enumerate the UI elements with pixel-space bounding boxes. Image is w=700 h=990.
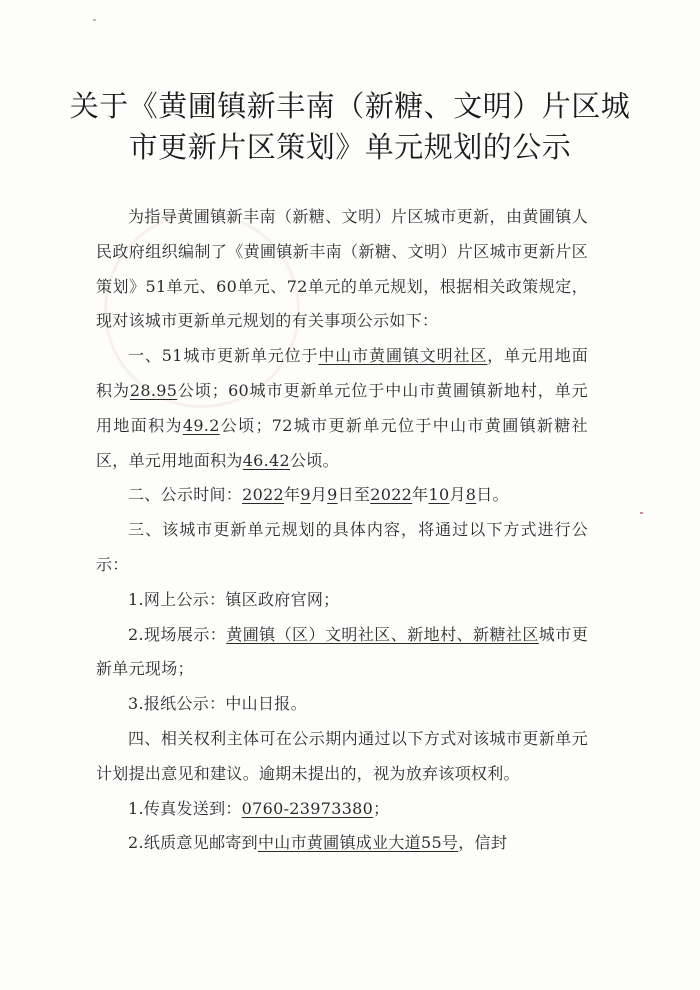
section-4-item-2 [96, 826, 588, 861]
s4-item-2-label: 2.纸质意见邮寄到 [128, 833, 258, 853]
s1-text-c: 公顷；60城市更新单元位于中山市黄圃镇新地村，单元用地面积为 [96, 380, 588, 435]
section-4-item-1 [96, 792, 588, 827]
intro-paragraph [96, 200, 588, 339]
s2-day-char: 日。 [476, 485, 509, 505]
section-3-item-1 [96, 583, 588, 618]
section-1-paragraph [96, 339, 588, 478]
section-3-paragraph [96, 513, 588, 583]
s1-text-d: 公顷；72城市更新单元位于中山市黄圃镇新糖社区，单元用地面积为 [96, 415, 588, 470]
s4-text: 四、相关权利主体可在公示期内通过以下方式对该城市更新单元计划提出意见和建议。逾期未提出的，视为放弃该项权利。 [96, 728, 588, 783]
s2-start-month: 9 [300, 485, 311, 505]
s2-start-year: 2022 [242, 485, 285, 505]
s1-location-1: 中山市黄圃镇文明社区 [318, 346, 488, 366]
s1-text-e: 公顷。 [290, 450, 339, 470]
section-3-item-3 [96, 687, 588, 722]
s1-text-b: ，单元用地面积为 [96, 346, 588, 400]
s2-year-char-2: 年 [412, 485, 429, 505]
s2-end-month: 10 [428, 485, 450, 505]
section-3-item-2 [96, 618, 588, 688]
s4-item-2-tail: ，信封 [458, 833, 508, 853]
s3-item-3-text: 3.报纸公示：中山日报。 [128, 694, 307, 714]
s4-item-1-label: 1.传真发送到： [128, 798, 242, 818]
notice-title [60, 86, 640, 168]
s2-end-year: 2022 [370, 485, 413, 505]
s2-label: 二、公示时间： [128, 485, 243, 505]
section-4-paragraph [96, 722, 588, 792]
s4-mailing-address: 中山市黄圃镇成业大道55号 [257, 833, 459, 853]
title-line-2: 市更新片区策划》单元规划的公示 [128, 130, 572, 164]
s4-item-1-tail: ； [373, 798, 390, 818]
s4-fax-number: 0760-23973380 [241, 798, 374, 818]
s2-start-day: 9 [327, 485, 338, 505]
notice-body [96, 200, 588, 861]
s1-area-2: 49.2 [182, 415, 220, 435]
s1-area-1: 28.95 [129, 380, 178, 400]
s2-month-char-2: 月 [449, 485, 466, 505]
s2-end-day: 8 [465, 485, 477, 505]
s1-text-a: 一、51城市更新单元位于 [128, 346, 319, 366]
s3-item-2-tail: 城市更新单元现场； [96, 624, 588, 679]
section-2-paragraph [96, 478, 588, 513]
s3-item-2-locations: 黄圃镇（区）文明社区、新地村、新糖社区 [226, 624, 539, 644]
s2-to-text: 日至 [337, 485, 371, 505]
title-line-1: 关于《黄圃镇新丰南（新糖、文明）片区城 [69, 89, 631, 123]
s3-item-1-text: 1.网上公示：镇区政府官网； [128, 589, 340, 609]
scan-speck [93, 19, 96, 21]
s3-text: 三、该城市更新单元规划的具体内容，将通过以下方式进行公示： [96, 520, 588, 574]
s2-year-char: 年 [284, 485, 301, 505]
s3-item-2-label: 2.现场展示： [128, 624, 227, 644]
s1-area-3: 46.42 [242, 450, 291, 470]
red-speck [640, 512, 643, 514]
s2-month-char: 月 [310, 485, 328, 505]
intro-text: 为指导黄圃镇新丰南（新糖、文明）片区城市更新，由黄圃镇人民政府组织编制了《黄圃镇新丰南（新糖、文明）片区城市更新片区策划》51单元、60单元、72单元的单元规划，根据相关政策规定，现对该城市更新单元规划的有关事项公示如下： [96, 207, 588, 331]
